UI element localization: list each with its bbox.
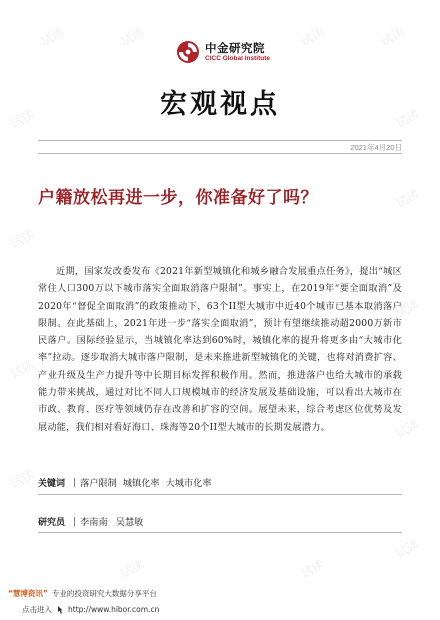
report-date: 2021年4月20日 <box>350 143 402 152</box>
logo-name-en: CICC Global Institute <box>205 55 270 62</box>
watermark: 试读 <box>8 226 37 251</box>
report-headline: 户籍放松再进一步，你准备好了吗？ <box>38 188 318 208</box>
institute-logo <box>176 40 270 64</box>
footer-tagline: 专业的投资研究大数据分享平台 <box>51 589 157 598</box>
keywords-line: 关键词 | 落户限制 城镇化率 大城市化率 <box>38 476 212 489</box>
watermark: 试读 <box>393 536 422 561</box>
keywords-divider <box>38 494 402 495</box>
keyword-item: 落户限制 <box>80 478 117 489</box>
cicc-logo-icon <box>176 40 200 64</box>
watermark: 试读 <box>393 186 422 211</box>
pointer-hand-icon <box>55 605 65 615</box>
keyword-item: 大城市化率 <box>165 478 212 489</box>
watermark: 试读 <box>38 24 67 49</box>
watermark: 试读 <box>378 24 407 49</box>
watermark: 试读 <box>393 296 422 321</box>
authors-label: 研究员 <box>38 517 66 528</box>
authors-divider <box>38 532 402 533</box>
abstract-paragraph: 近期，国家发改委发布《2021年新型城镇化和城乡融合发展重点任务》，提出“城区常住人口300万以下城市落实全面取消落户限制”。事实上，在2019年“要全面取消”及2020年“督促全面取消”的政策推动下，63个II型大城市中近40个城市已基本取消落户限制。在此基础上，2021年进一步“落实全面取消”，预计有望继续推动超2000万新市民落户。国际经验显示，当城镇化率达到60%时，城镇化率的提升将更多由“大城市化率”拉动。逐步取消大城市落户限制，是未来推进新型城镇化的关键，也将对消费扩容、产业升级及生产力提升等中长期目标发挥积极作用。然而，推进落户也给大城市的承载能力带来挑战，通过对比不同人口规模城市的经济发展及基础设施，可以看出大城市在市政、教育、医疗等领域仍存在改善和扩容的空间。展望未来，综合考虑区位优势及发展动能，我们相对看好海口、珠海等20个II型大城市的长期发展潜力。 <box>38 266 402 433</box>
logo-name-cn: 中金研究院 <box>205 41 265 55</box>
footer-link-line[interactable] <box>22 604 159 615</box>
footer-url-link[interactable]: http://www.hibor.com.cn <box>68 605 160 614</box>
watermark: 试读 <box>8 356 37 381</box>
footer-brand-line <box>8 588 157 599</box>
watermark: 试读 <box>118 556 147 581</box>
watermark: 试读 <box>8 106 37 131</box>
keywords-label: 关键词 <box>38 478 66 489</box>
authors-line: 研究员 | 李南南 吴慧敏 <box>38 515 144 528</box>
watermark: 试读 <box>8 466 37 491</box>
watermark: 试读 <box>393 106 422 131</box>
page-title: 宏观视点 <box>160 89 280 120</box>
footer-click-prefix: 点击进入 <box>22 605 52 614</box>
footer-brand: “慧博资讯” <box>8 589 48 598</box>
watermark: 试读 <box>118 24 147 49</box>
author-name: 吴慧敏 <box>115 517 144 528</box>
watermark: 试读 <box>298 556 327 581</box>
date-divider <box>38 153 402 154</box>
keyword-item: 城镇化率 <box>122 478 160 489</box>
watermark: 试读 <box>298 24 327 49</box>
header-divider <box>38 140 402 141</box>
watermark: 试读 <box>393 416 422 441</box>
author-name: 李南南 <box>80 517 108 528</box>
